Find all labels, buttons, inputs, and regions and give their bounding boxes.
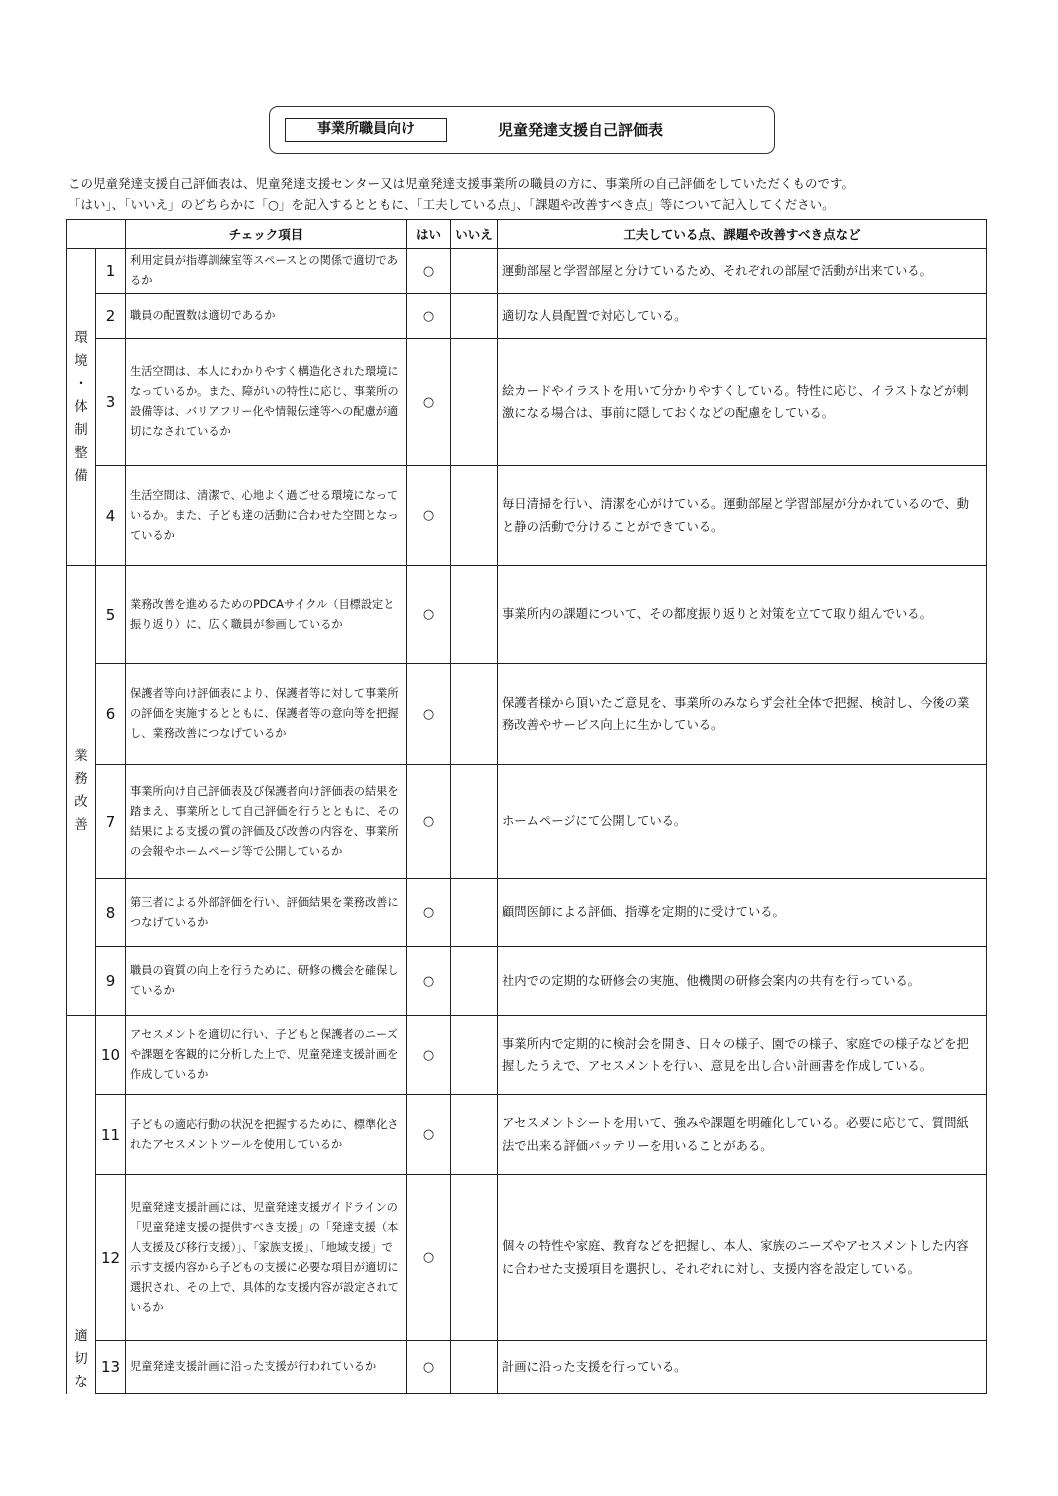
category-business-improvement: 業 務 改 善 bbox=[67, 566, 96, 1016]
header-yes: はい bbox=[407, 220, 451, 249]
notes-cell[interactable]: アセスメントシートを用いて、強みや課題を明確化している。必要に応じて、質問紙法で出来る評価バッテリーを用いることがある。 bbox=[498, 1095, 987, 1175]
check-item: 事業所向け自己評価表及び保護者向け評価表の結果を踏まえ、事業所として自己評価を行うとともに、その結果による支援の質の評価及び改善の内容を、事業所の会報やホームページ等で公開しているか bbox=[126, 765, 407, 879]
header-check-item: チェック項目 bbox=[126, 220, 407, 249]
check-item: 生活空間は、本人にわかりやすく構造化された環境になっているか。また、障がいの特性に応じ、事業所の設備等は、バリアフリー化や情報伝達等への配慮が適切になされているか bbox=[126, 339, 407, 466]
row-number: 4 bbox=[96, 466, 126, 566]
table-row bbox=[67, 294, 987, 339]
yes-cell[interactable]: ○ bbox=[407, 1095, 451, 1175]
table-row bbox=[67, 947, 987, 1016]
header-notes: 工夫している点、課題や改善すべき点など bbox=[498, 220, 987, 249]
no-cell[interactable] bbox=[451, 947, 498, 1016]
yes-cell[interactable]: ○ bbox=[407, 765, 451, 879]
header-no: いいえ bbox=[451, 220, 498, 249]
row-number: 12 bbox=[96, 1175, 126, 1341]
row-number: 5 bbox=[96, 566, 126, 664]
check-item: 児童発達支援計画に沿った支援が行われているか bbox=[126, 1341, 407, 1394]
category-environment: 環 境 ・ 体 制 整 備 bbox=[67, 249, 96, 566]
row-number: 13 bbox=[96, 1341, 126, 1394]
table-row bbox=[67, 765, 987, 879]
yes-cell[interactable]: ○ bbox=[407, 664, 451, 765]
table-row bbox=[67, 249, 987, 294]
no-cell[interactable] bbox=[451, 1341, 498, 1394]
row-number: 3 bbox=[96, 339, 126, 466]
table-row bbox=[67, 1095, 987, 1175]
table-row bbox=[67, 466, 987, 566]
check-item: 生活空間は、清潔で、心地よく過ごせる環境になっているか。また、子ども達の活動に合わせた空間となっているか bbox=[126, 466, 407, 566]
form-title: 児童発達支援自己評価表 bbox=[498, 121, 664, 139]
yes-cell[interactable]: ○ bbox=[407, 879, 451, 947]
check-item: アセスメントを適切に行い、子どもと保護者のニーズや課題を客観的に分析した上で、児童発達支援計画を作成しているか bbox=[126, 1016, 407, 1095]
yes-cell[interactable]: ○ bbox=[407, 249, 451, 294]
row-number: 7 bbox=[96, 765, 126, 879]
yes-cell[interactable]: ○ bbox=[407, 294, 451, 339]
title-box bbox=[269, 106, 775, 154]
check-item: 職員の資質の向上を行うために、研修の機会を確保しているか bbox=[126, 947, 407, 1016]
check-item: 子どもの適応行動の状況を把握するために、標準化されたアセスメントツールを使用しているか bbox=[126, 1095, 407, 1175]
check-item: 第三者による外部評価を行い、評価結果を業務改善につなげているか bbox=[126, 879, 407, 947]
notes-cell[interactable]: 個々の特性や家庭、教育などを把握し、本人、家族のニーズやアセスメントした内容に合わせた支援項目を選択し、それぞれに対し、支援内容を設定している。 bbox=[498, 1175, 987, 1341]
yes-cell[interactable]: ○ bbox=[407, 947, 451, 1016]
notes-cell[interactable]: 毎日清掃を行い、清潔を心がけている。運動部屋と学習部屋が分かれているので、動と静の活動で分けることができている。 bbox=[498, 466, 987, 566]
row-number: 11 bbox=[96, 1095, 126, 1175]
notes-cell[interactable]: 計画に沿った支援を行っている。 bbox=[498, 1341, 987, 1394]
table-row bbox=[67, 1016, 987, 1095]
check-item: 利用定員が指導訓練室等スペースとの関係で適切であるか bbox=[126, 249, 407, 294]
row-number: 1 bbox=[96, 249, 126, 294]
no-cell[interactable] bbox=[451, 1016, 498, 1095]
evaluation-table bbox=[66, 219, 987, 1394]
check-item: 職員の配置数は適切であるか bbox=[126, 294, 407, 339]
no-cell[interactable] bbox=[451, 566, 498, 664]
notes-cell[interactable]: 絵カードやイラストを用いて分かりやすくしている。特性に応じ、イラストなどが刺激になる場合は、事前に隠しておくなどの配慮をしている。 bbox=[498, 339, 987, 466]
notes-cell[interactable]: 顧問医師による評価、指導を定期的に受けている。 bbox=[498, 879, 987, 947]
yes-cell[interactable]: ○ bbox=[407, 466, 451, 566]
notes-cell[interactable]: 保護者様から頂いたご意見を、事業所のみならず会社全体で把握、検討し、今後の業務改善やサービス向上に生かしている。 bbox=[498, 664, 987, 765]
table-row bbox=[67, 1175, 987, 1341]
notes-cell[interactable]: 社内での定期的な研修会の実施、他機関の研修会案内の共有を行っている。 bbox=[498, 947, 987, 1016]
no-cell[interactable] bbox=[451, 664, 498, 765]
no-cell[interactable] bbox=[451, 1095, 498, 1175]
header-blank-cell bbox=[67, 220, 126, 249]
yes-cell[interactable]: ○ bbox=[407, 1341, 451, 1394]
no-cell[interactable] bbox=[451, 879, 498, 947]
check-item: 業務改善を進めるためのPDCAサイクル（目標設定と振り返り）に、広く職員が参画しているか bbox=[126, 566, 407, 664]
table-row bbox=[67, 566, 987, 664]
no-cell[interactable] bbox=[451, 466, 498, 566]
row-number: 10 bbox=[96, 1016, 126, 1095]
notes-cell[interactable]: 事業所内の課題について、その都度振り返りと対策を立てて取り組んでいる。 bbox=[498, 566, 987, 664]
row-number: 2 bbox=[96, 294, 126, 339]
intro-line-1: この児童発達支援自己評価表は、児童発達支援センター又は児童発達支援事業所の職員の方に、事業所の自己評価をしていただくものです。 bbox=[68, 176, 855, 191]
table-header-row bbox=[67, 220, 987, 249]
table-row bbox=[67, 879, 987, 947]
check-item: 保護者等向け評価表により、保護者等に対して事業所の評価を実施するとともに、保護者等の意向等を把握し、業務改善につなげているか bbox=[126, 664, 407, 765]
check-item: 児童発達支援計画には、児童発達支援ガイドラインの「児童発達支援の提供すべき支援」の「発達支援（本人支援及び移行支援）」、「家族支援」、「地域支援」で示す支援内容から子どもの支援に必要な項目が適切に選択され、その上で、具体的な支援内容が設定されているか bbox=[126, 1175, 407, 1341]
yes-cell[interactable]: ○ bbox=[407, 339, 451, 466]
row-number: 9 bbox=[96, 947, 126, 1016]
no-cell[interactable] bbox=[451, 765, 498, 879]
no-cell[interactable] bbox=[451, 1175, 498, 1341]
yes-cell[interactable]: ○ bbox=[407, 1175, 451, 1341]
intro-line-2: 「はい」、「いいえ」のどちらかに「○」を記入するとともに、「工夫している点」、「課題や改善すべき点」等について記入してください。 bbox=[68, 197, 835, 212]
row-number: 6 bbox=[96, 664, 126, 765]
table-row bbox=[67, 664, 987, 765]
table-row bbox=[67, 1341, 987, 1394]
category-appropriate: 適 切 な bbox=[67, 1016, 96, 1394]
yes-cell[interactable]: ○ bbox=[407, 566, 451, 664]
row-number: 8 bbox=[96, 879, 126, 947]
notes-cell[interactable]: 運動部屋と学習部屋と分けているため、それぞれの部屋で活動が出来ている。 bbox=[498, 249, 987, 294]
audience-label: 事業所職員向け bbox=[285, 118, 447, 142]
no-cell[interactable] bbox=[451, 249, 498, 294]
notes-cell[interactable]: 事業所内で定期的に検討会を開き、日々の様子、園での様子、家庭での様子などを把握したうえで、アセスメントを行い、意見を出し合い計画書を作成している。 bbox=[498, 1016, 987, 1095]
no-cell[interactable] bbox=[451, 339, 498, 466]
notes-cell[interactable]: ホームページにて公開している。 bbox=[498, 765, 987, 879]
yes-cell[interactable]: ○ bbox=[407, 1016, 451, 1095]
table-row bbox=[67, 339, 987, 466]
notes-cell[interactable]: 適切な人員配置で対応している。 bbox=[498, 294, 987, 339]
no-cell[interactable] bbox=[451, 294, 498, 339]
